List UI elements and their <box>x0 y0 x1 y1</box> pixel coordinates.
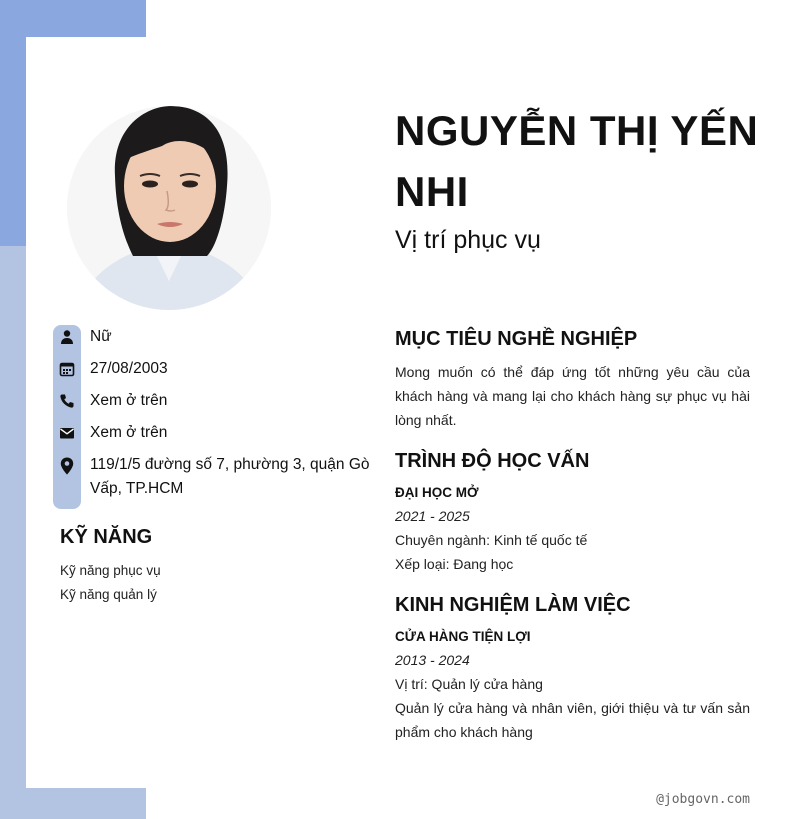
person-icon <box>59 329 75 345</box>
footer-brand: @jobgovn.com <box>656 792 750 807</box>
experience-period: 2013 - 2024 <box>395 652 470 668</box>
experience-company: CỬA HÀNG TIỆN LỢI <box>395 629 531 644</box>
education-grade: Xếp loại: Đang học <box>395 556 514 572</box>
skill-item: Kỹ năng phục vụ <box>60 563 161 578</box>
mail-icon <box>59 425 75 441</box>
phone-text: Xem ở trên <box>90 392 168 409</box>
education-major: Chuyên ngành: Kinh tế quốc tế <box>395 532 588 548</box>
decor-strip-left <box>0 246 26 819</box>
experience-title: KINH NGHIỆM LÀM VIỆC <box>395 594 631 616</box>
location-pin-icon <box>59 457 75 473</box>
objective-text: Mong muốn có thể đáp ứng tốt những yêu cầu của khách hàng và mang lại cho khách hàng sự phục vụ hài lòng nhất. <box>395 364 750 428</box>
profile-photo <box>67 106 271 310</box>
skill-item: Kỹ năng quản lý <box>60 587 157 602</box>
applied-position: Vị trí phục vụ <box>395 226 541 254</box>
skills-title: KỸ NĂNG <box>60 526 153 548</box>
email-text: Xem ở trên <box>90 424 168 441</box>
birthdate-text: 27/08/2003 <box>90 360 168 377</box>
gender-text: Nữ <box>90 328 112 345</box>
decor-block-bottom <box>0 788 146 819</box>
education-period: 2021 - 2025 <box>395 508 470 524</box>
address-text: 119/1/5 đường số 7, phường 3, quận Gò Vấp, TP.HCM <box>90 456 370 497</box>
objective-title: MỤC TIÊU NGHỀ NGHIỆP <box>395 328 638 350</box>
phone-icon <box>59 393 75 409</box>
education-school: ĐẠI HỌC MỞ <box>395 485 479 500</box>
education-title: TRÌNH ĐỘ HỌC VẤN <box>395 450 590 472</box>
candidate-name: NGUYỄN THỊ YẾN NHI <box>395 107 759 215</box>
contact-accent-bar <box>53 325 81 509</box>
experience-role: Vị trí: Quản lý cửa hàng <box>395 676 543 692</box>
calendar-icon <box>59 361 75 377</box>
experience-description: Quản lý cửa hàng và nhân viên, giới thiệu và tư vấn sản phẩm cho khách hàng <box>395 700 750 740</box>
